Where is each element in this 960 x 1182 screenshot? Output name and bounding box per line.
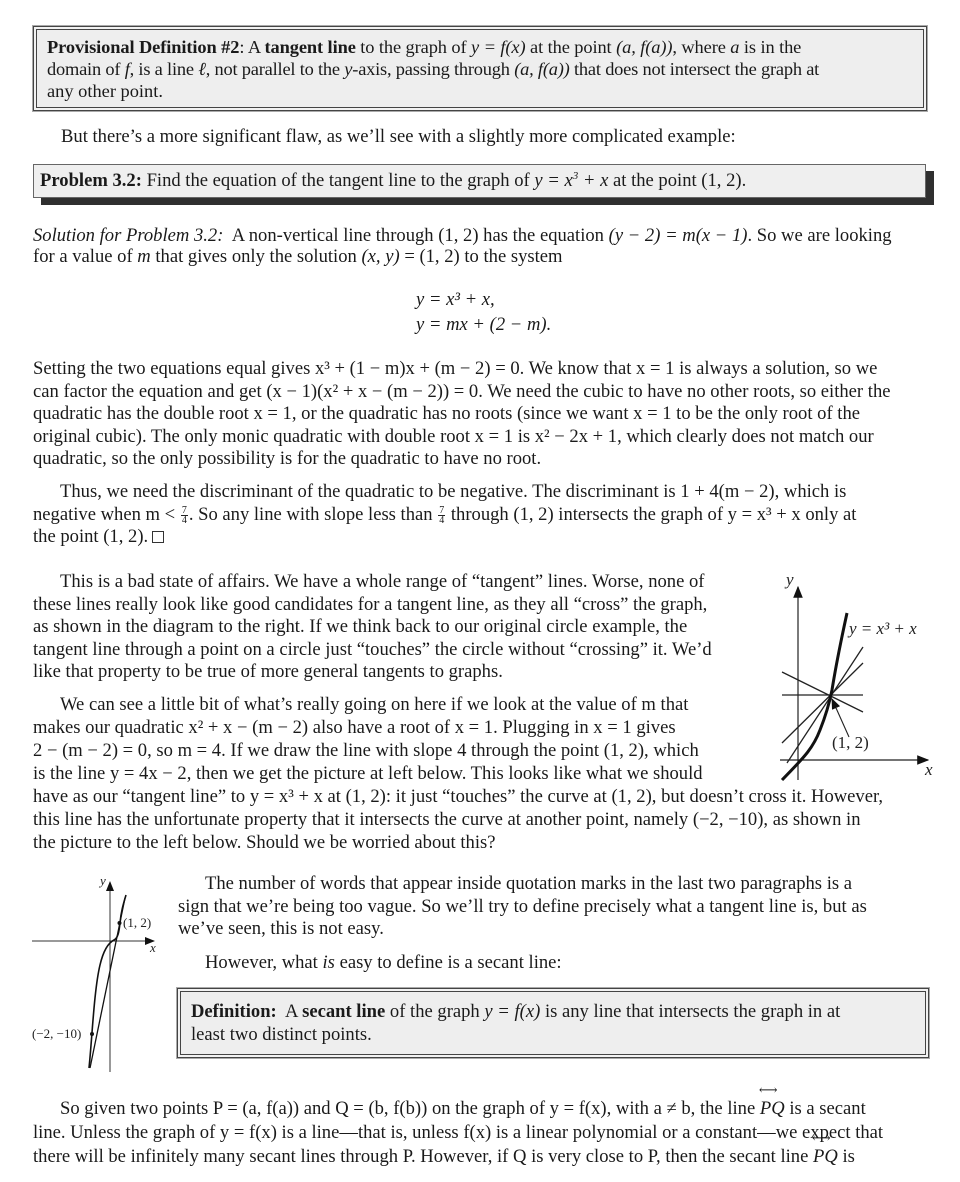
point-one-two-marker <box>118 921 122 925</box>
paragraph-secant-lines: So given two points P = (a, f(a)) and Q = (b, f(b)) on the graph of y = f(x), with a ≠ b, the line ⟷ PQ is a secant line. Unless the graph of y = f(x) is a line—that is, unless f(x) is a linear polynomial or a constant—we expect that there will be infinitely many secant lines through P. However, if Q is very close to P, then the secant line ⟷ PQ is <box>33 1097 938 1169</box>
solution-label: Solution for Problem 3.2: <box>33 225 224 246</box>
equation-system <box>416 287 551 337</box>
however-secant-line: However, what is easy to define is a secant line: <box>205 952 562 973</box>
provisional-definition-label: Provisional Definition #2 <box>47 37 240 57</box>
problem-equation: $y = x^3 + x$ <box>534 170 609 191</box>
problem-label: Problem 3.2: <box>40 170 142 191</box>
solution-paragraph-3: Thus, we need the discriminant of the quadratic to be negative. The discriminant is 1 + 4(m − 2), which is negative when m < $\frac{7}{4}$ . So any line with slope less than $\frac{7}{4}$ through (1, 2) intersects the graph of y = x³ + x only at the point (1, 2). <box>33 481 857 547</box>
fraction-seven-fourths: $\frac{7}{4}$ <box>181 504 187 526</box>
equation-cubic: y = x³ + x, <box>416 289 495 310</box>
point-one-two-label: (1, 2) <box>123 915 152 930</box>
diagram-tangent-second-intersection <box>20 860 180 1075</box>
x-axis-label: x <box>150 940 156 955</box>
line-pq-symbol: ⟷ PQ <box>760 1097 785 1121</box>
provisional-definition-line-3: any other point. <box>47 81 163 101</box>
qed-square-icon <box>152 531 164 543</box>
solution-paragraph-2: Setting the two equations equal gives x³ + (1 − m)x + (m − 2) = 0. We know that x = 1 is always a solution, so we can factor the equation and get (x − 1)(x² + x − (m − 2)) = 0. We need the cubic to have no other roots, so either the quadratic has the double root x = 1, or the quadratic has no roots (since we want x = 1 to be the only root of the original cubic). The only monic quadratic with double root x = 1 is x² − 2x + 1, which clearly does not match our quadratic, so the only possibility is for the quadratic to have no root. <box>33 358 891 469</box>
solution-paragraph-1: Solution for Problem 3.2: A non-vertical line through (1, 2) has the equation (y − 2) = m(x − 1). So we are looking for a value of m that gives only the solution (x, y) = (1, 2) to the system <box>33 225 892 267</box>
point-neg-two-neg-ten-marker <box>90 1032 94 1036</box>
paragraph-little-bit: We can see a little bit of what’s really going on here if we look at the value of m that makes our quadratic x² + x − (m − 2) also have a root of x = 1. Plugging in x = 1 gives 2 − (m − 2) = 0, so m = 4. If we draw the line with slope 4 through the point (1, 2), which is the line y = 4x − 2, then we get the picture at left below. This looks like what we should have as our “tangent line” to y = x³ + x at (1, 2): it just “touches” the curve at (1, 2), but doesn’t cross it. However, this line has the unfortunate property that it intersects the curve at another point, namely (−2, −10), as shown in the picture to the left below. Should we be worried about this? <box>33 694 884 853</box>
secant-line-term: secant line <box>302 1001 386 1022</box>
secant-definition-box: Definition: A secant line of the graph y = f(x) is any line that intersects the graph in at least two distinct points. <box>177 988 929 1058</box>
point-label: (1, 2) <box>832 733 869 752</box>
transition-text: But there’s a more significant flaw, as we’ll see with a slightly more complicated example: <box>61 126 736 147</box>
provisional-definition-line-2: domain of f, is a line ℓ, not parallel to the y-axis, passing through (a, f(a)) that does not intersect the graph at <box>47 59 820 79</box>
paragraph-bad-state: This is a bad state of affairs. We have a whole range of “tangent” lines. Worse, none of these lines really look like good candidates for a tangent line, as they all “cross” the graph, as shown in the diagram to the right. If we think back to our original circle example, the tangent line through a point on a circle just “touches” the circle without “crossing” it. We’d like that property to be true of more general tangents to graphs. <box>33 571 712 682</box>
tangent-candidate-slope-1 <box>782 663 863 743</box>
x-axis-label: x <box>925 760 933 779</box>
tangent-candidate-negative-slope <box>782 672 863 712</box>
point-neg-two-neg-ten-label: (−2, −10) <box>32 1026 82 1041</box>
fraction-seven-fourths: $\frac{7}{4}$ <box>439 504 445 526</box>
y-axis-label: y <box>786 570 794 589</box>
equation-line: y = mx + (2 − m). <box>416 314 552 335</box>
problem-box: Problem 3.2: Find the equation of the tangent line to the graph of $y = x^3 + x$ at the point (1, 2). <box>33 164 926 198</box>
provisional-definition-line-1: Provisional Definition #2: A tangent line to the graph of y = f(x) at the point (a, f(a)), where a is in the <box>47 37 802 57</box>
tangent-line-term: tangent line <box>264 37 356 57</box>
y-axis-label: y <box>100 873 106 888</box>
definition-label: Definition: <box>191 1001 277 1022</box>
point-pointer-arrow <box>832 699 849 737</box>
line-pq-symbol: ⟷ PQ <box>813 1145 838 1169</box>
provisional-definition-box <box>33 26 927 111</box>
diagram-lines-through-point <box>760 565 960 785</box>
paragraph-quotation-marks: The number of words that appear inside quotation marks in the last two paragraphs is a sign that we’re being too vague. So we’ll try to define precisely what a tangent line is, but as we’ve seen, this is not easy. <box>178 873 867 939</box>
curve-label: y = x³ + x <box>849 619 917 638</box>
